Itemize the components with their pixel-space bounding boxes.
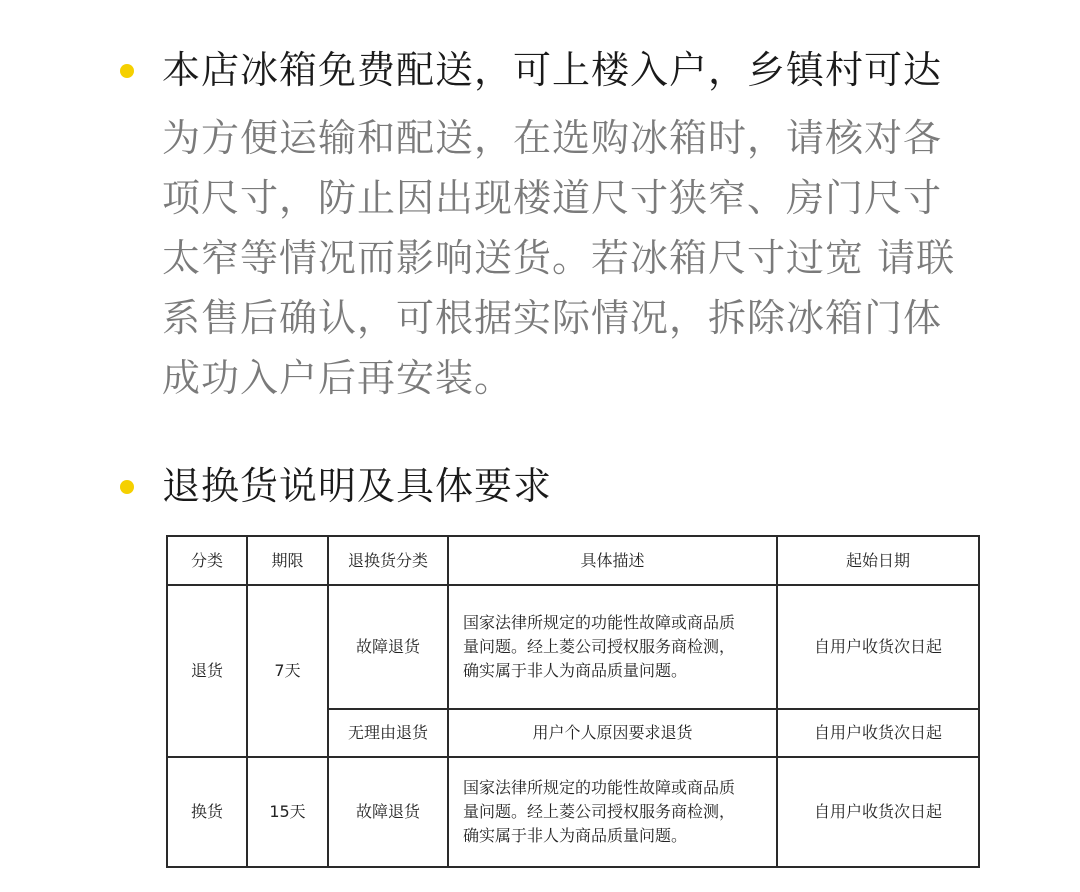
cell-description bbox=[448, 757, 777, 867]
paragraph-line: 系售后确认，可根据实际情况，拆除冰箱门体 bbox=[162, 296, 943, 340]
cell-description: 用户个人原因要求退货 bbox=[448, 709, 777, 757]
cell-type: 无理由退货 bbox=[328, 709, 448, 757]
bullet-dot bbox=[120, 480, 134, 494]
paragraph-line: 成功入户后再安装。 bbox=[162, 356, 514, 400]
header-period: 期限 bbox=[247, 536, 328, 585]
description-line: 国家法律所规定的功能性故障或商品质 bbox=[463, 613, 736, 632]
cell-period: 7天 bbox=[247, 585, 328, 757]
header-category: 分类 bbox=[167, 536, 247, 585]
table-row bbox=[167, 757, 979, 867]
table-header-row bbox=[167, 536, 979, 585]
section-heading-delivery: 本店冰箱免费配送，可上楼入户，乡镇村可达 bbox=[162, 48, 943, 92]
cell-type: 故障退货 bbox=[328, 757, 448, 867]
paragraph-line: 太窄等情况而影响送货。若冰箱尺寸过宽 请联 bbox=[162, 236, 956, 280]
cell-description bbox=[448, 585, 777, 709]
cell-category: 换货 bbox=[167, 757, 247, 867]
cell-start-date: 自用户收货次日起 bbox=[777, 709, 979, 757]
cell-type: 故障退货 bbox=[328, 585, 448, 709]
header-description: 具体描述 bbox=[448, 536, 777, 585]
cell-start-date: 自用户收货次日起 bbox=[777, 757, 979, 867]
delivery-paragraph bbox=[162, 108, 992, 408]
description-line: 量问题。经上菱公司授权服务商检测， bbox=[463, 802, 736, 821]
paragraph-line: 项尺寸，防止因出现楼道尺寸狭窄、房门尺寸 bbox=[162, 176, 943, 220]
bullet-dot bbox=[120, 64, 134, 78]
paragraph-line: 为方便运输和配送，在选购冰箱时，请核对各 bbox=[162, 116, 943, 160]
cell-period: 15天 bbox=[247, 757, 328, 867]
returns-policy-table bbox=[166, 535, 980, 868]
description-line: 量问题。经上菱公司授权服务商检测， bbox=[463, 637, 736, 656]
header-start-date: 起始日期 bbox=[777, 536, 979, 585]
header-type: 退换货分类 bbox=[328, 536, 448, 585]
description-line: 国家法律所规定的功能性故障或商品质 bbox=[463, 778, 736, 797]
table-row bbox=[167, 585, 979, 709]
cell-start-date: 自用户收货次日起 bbox=[777, 585, 979, 709]
description-line: 确实属于非人为商品质量问题。 bbox=[463, 826, 688, 845]
section-heading-returns: 退换货说明及具体要求 bbox=[162, 464, 553, 508]
cell-category: 退货 bbox=[167, 585, 247, 757]
description-line: 确实属于非人为商品质量问题。 bbox=[463, 661, 688, 680]
